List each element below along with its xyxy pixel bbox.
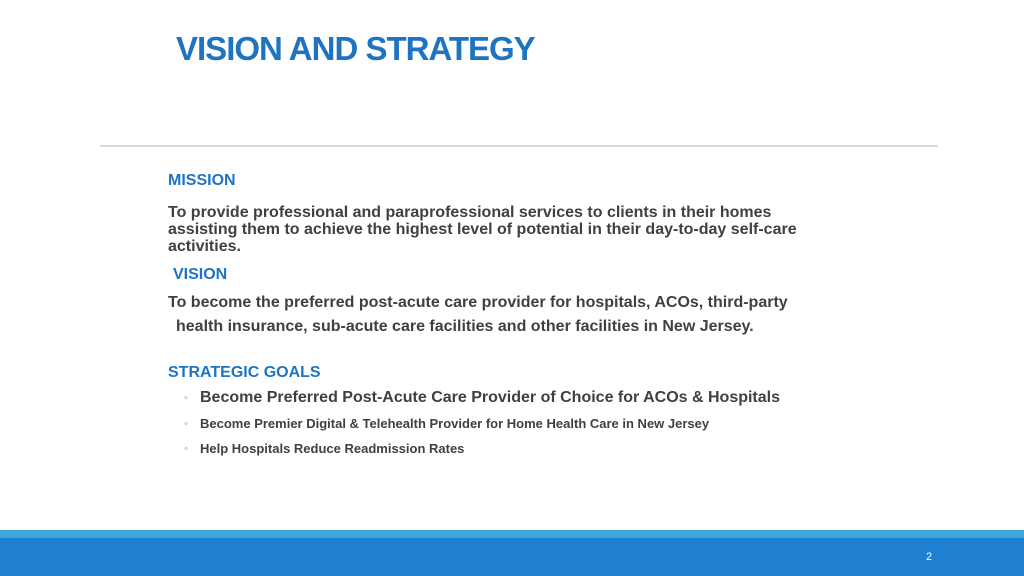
goal-item [184,389,780,407]
mission-line: activities. [168,238,241,255]
goal-item [184,416,709,431]
footer-band [0,530,1024,538]
bullet-icon: ◦ [184,442,188,455]
vision-line: health insurance, sub-acute care facilities and other facilities in New Jersey. [176,318,754,335]
bullet-icon: ◦ [184,417,188,430]
mission-text [168,204,797,255]
vision-line: To become the preferred post-acute care provider for hospitals, ACOs, third-party [168,294,788,311]
mission-line: To provide professional and paraprofessional services to clients in their homes [168,204,772,221]
page-number: 2 [926,551,933,563]
goal-label: Become Premier Digital & Telehealth Provider for Home Health Care in New Jersey [200,416,710,431]
bullet-icon: ◦ [184,392,188,404]
goal-item [184,441,464,456]
mission-heading: MISSION [168,172,236,189]
vision-heading: VISION [173,266,228,283]
strategic-goals-heading: STRATEGIC GOALS [168,364,321,381]
footer-bar [0,538,1024,576]
slide-title: VISION AND STRATEGY [176,30,535,67]
goal-label: Help Hospitals Reduce Readmission Rates [200,441,465,456]
goal-label: Become Preferred Post-Acute Care Provider of Choice for ACOs & Hospitals [200,389,780,406]
mission-line: assisting them to achieve the highest level of potential in their day-to-day self-care [168,221,797,238]
title-divider [100,145,938,147]
vision-text [168,291,788,339]
